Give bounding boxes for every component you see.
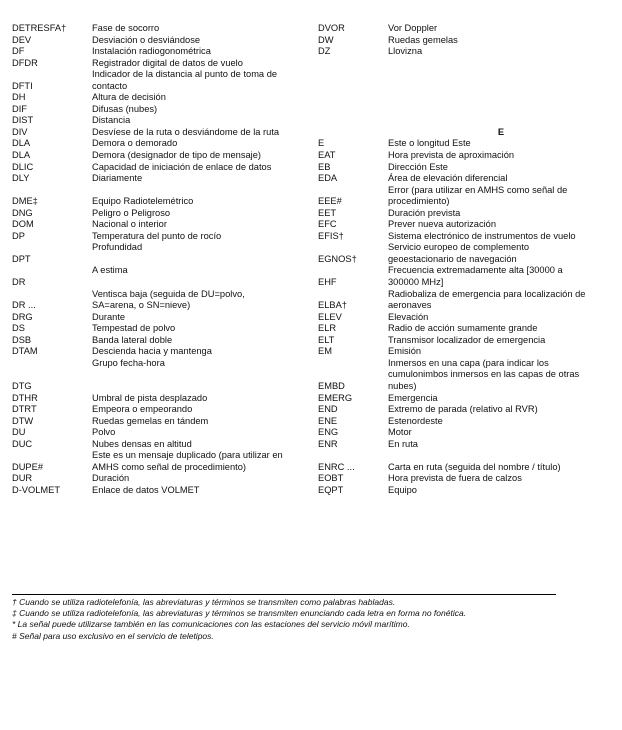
abbreviation-code: DF bbox=[12, 46, 25, 57]
left-abbreviation-column bbox=[12, 23, 308, 496]
footnote-double-dagger: ‡ Cuando se utiliza radiotelefonía, las abreviaturas y términos se transmiten enunciando cada letra en forma no fonética. bbox=[12, 608, 467, 619]
abbreviation-meaning: Banda lateral doble bbox=[92, 334, 173, 345]
abbreviation-code: DOM bbox=[12, 219, 34, 230]
abbreviation-row bbox=[12, 185, 308, 197]
abbreviation-row bbox=[12, 69, 308, 81]
abbreviation-code: END bbox=[318, 404, 338, 415]
abbreviation-code: ELT bbox=[318, 334, 335, 345]
abbreviation-code: DR ... bbox=[12, 300, 36, 311]
abbreviation-row bbox=[12, 92, 308, 104]
abbreviation-meaning: Radio de acción sumamente grande bbox=[388, 323, 538, 334]
abbreviation-meaning bbox=[92, 254, 308, 266]
abbreviation-row bbox=[12, 277, 308, 289]
abbreviation-meaning: Área de elevación diferencial bbox=[388, 173, 508, 184]
abbreviation-code: DVOR bbox=[318, 23, 345, 33]
abbreviation-row bbox=[318, 242, 614, 254]
abbreviation-row bbox=[318, 231, 614, 243]
abbreviation-meaning: Este es un mensaje duplicado (para utilizar en bbox=[92, 450, 283, 461]
abbreviation-row bbox=[318, 92, 614, 104]
abbreviation-meaning bbox=[92, 185, 308, 197]
abbreviation-row bbox=[318, 404, 614, 416]
abbreviation-meaning: nubes) bbox=[388, 380, 417, 391]
abbreviation-row bbox=[12, 104, 308, 116]
abbreviation-meaning: Ruedas gemelas en tándem bbox=[92, 415, 209, 426]
abbreviation-code: EMERG bbox=[318, 392, 353, 403]
abbreviation-row bbox=[318, 485, 614, 497]
abbreviation-row bbox=[318, 312, 614, 324]
abbreviation-meaning: AMHS como señal de procedimiento) bbox=[92, 461, 246, 472]
abbreviation-row bbox=[12, 369, 308, 381]
abbreviation-meaning: Carta en ruta (seguida del nombre / título) bbox=[388, 461, 561, 472]
abbreviation-row bbox=[12, 46, 308, 58]
abbreviation-row bbox=[12, 450, 308, 462]
abbreviation-meaning: En ruta bbox=[388, 438, 418, 449]
abbreviation-row bbox=[318, 346, 614, 358]
abbreviation-meaning: Difusas (nubes) bbox=[92, 103, 158, 114]
abbreviation-row bbox=[318, 150, 614, 162]
abbreviation-row bbox=[12, 473, 308, 485]
abbreviation-row bbox=[12, 173, 308, 185]
abbreviation-row bbox=[318, 473, 614, 485]
abbreviation-meaning: Emergencia bbox=[388, 392, 438, 403]
abbreviation-row bbox=[12, 300, 308, 312]
abbreviation-row bbox=[12, 346, 308, 358]
abbreviation-row bbox=[12, 416, 308, 428]
abbreviation-row bbox=[12, 393, 308, 405]
abbreviation-meaning: Equipo Radiotelemétrico bbox=[92, 196, 194, 207]
abbreviation-row bbox=[12, 35, 308, 47]
abbreviation-row bbox=[318, 265, 614, 277]
abbreviation-row bbox=[12, 358, 308, 370]
abbreviation-meaning: Hora prevista de fuera de calzos bbox=[388, 473, 522, 484]
abbreviation-meaning: A estima bbox=[92, 265, 128, 276]
abbreviation-meaning: Motor bbox=[388, 427, 412, 438]
abbreviation-meaning: Desviación o desviándose bbox=[92, 34, 201, 45]
abbreviation-code: DRG bbox=[12, 311, 33, 322]
abbreviation-meaning: Nubes densas en altitud bbox=[92, 438, 192, 449]
abbreviation-code: DUPE# bbox=[12, 461, 44, 472]
abbreviation-row bbox=[12, 208, 308, 220]
abbreviation-meaning: procedimiento) bbox=[388, 196, 450, 207]
abbreviation-code: DETRESFA† bbox=[12, 23, 67, 33]
abbreviation-code: DUR bbox=[12, 473, 33, 484]
abbreviation-code: ENRC ... bbox=[318, 461, 355, 472]
abbreviation-code: ENR bbox=[318, 438, 338, 449]
abbreviation-row bbox=[12, 115, 308, 127]
abbreviation-meaning: Dirección Este bbox=[388, 161, 448, 172]
abbreviation-meaning: cumulonimbos inmersos en las capas de otras bbox=[388, 369, 580, 380]
abbreviation-meaning: Enlace de datos VOLMET bbox=[92, 484, 200, 495]
abbreviation-meaning bbox=[388, 115, 614, 127]
abbreviation-meaning: Demora (designador de tipo de mensaje) bbox=[92, 150, 261, 161]
abbreviation-row bbox=[318, 35, 614, 47]
abbreviation-row bbox=[318, 46, 614, 58]
abbreviation-row bbox=[12, 312, 308, 324]
abbreviation-row bbox=[318, 196, 614, 208]
abbreviation-code: DH bbox=[12, 92, 26, 103]
abbreviation-row bbox=[318, 81, 614, 93]
abbreviation-row bbox=[12, 381, 308, 393]
footnote-dagger: † Cuando se utiliza radiotelefonía, las abreviaturas y términos se transmiten como palabras habladas. bbox=[12, 597, 396, 607]
abbreviation-meaning: Empeora o empeorando bbox=[92, 404, 193, 415]
abbreviation-meaning: Fase de socorro bbox=[92, 23, 160, 33]
abbreviation-meaning bbox=[92, 369, 308, 381]
abbreviation-row bbox=[12, 404, 308, 416]
abbreviation-meaning: Demora o demorado bbox=[92, 138, 178, 149]
abbreviation-row bbox=[318, 323, 614, 335]
abbreviation-row bbox=[318, 381, 614, 393]
abbreviation-meaning: Capacidad de iniciación de enlace de datos bbox=[92, 161, 272, 172]
abbreviation-code: EAT bbox=[318, 150, 336, 161]
abbreviation-row bbox=[318, 173, 614, 185]
abbreviation-row bbox=[12, 335, 308, 347]
abbreviation-meaning: Radiobaliza de emergencia para localización de bbox=[388, 288, 586, 299]
abbreviation-code: DEV bbox=[12, 34, 32, 45]
footnote-hash: # Señal para uso exclusivo en el servicio de teletipos. bbox=[12, 630, 214, 641]
abbreviation-meaning bbox=[92, 381, 308, 393]
abbreviation-row bbox=[318, 277, 614, 289]
abbreviation-code: EOBT bbox=[318, 473, 344, 484]
abbreviation-meaning: Duración bbox=[92, 473, 130, 484]
abbreviation-code: DR bbox=[12, 277, 26, 288]
abbreviation-meaning bbox=[388, 69, 614, 81]
abbreviation-row bbox=[12, 127, 308, 139]
abbreviation-code: EHF bbox=[318, 277, 337, 288]
abbreviation-meaning: Prever nueva autorización bbox=[388, 219, 497, 230]
abbreviation-row bbox=[318, 138, 614, 150]
abbreviation-code: D-VOLMET bbox=[12, 484, 61, 495]
abbreviation-row bbox=[12, 150, 308, 162]
abbreviation-code: EDA bbox=[318, 173, 338, 184]
abbreviation-code: EEE# bbox=[318, 196, 342, 207]
abbreviation-code: DIF bbox=[12, 103, 27, 114]
abbreviation-meaning: Duración prevista bbox=[388, 207, 461, 218]
abbreviation-code: ENG bbox=[318, 427, 339, 438]
abbreviation-meaning: Distancia bbox=[92, 115, 131, 126]
abbreviation-code: DTHR bbox=[12, 392, 38, 403]
abbreviation-meaning: Umbral de pista desplazado bbox=[92, 392, 208, 403]
abbreviation-code: DFTI bbox=[12, 80, 33, 91]
abbreviation-code: DIST bbox=[12, 115, 34, 126]
abbreviation-row bbox=[318, 208, 614, 220]
abbreviation-row bbox=[318, 300, 614, 312]
abbreviation-meaning: Ventisca baja (seguida de DU=polvo, bbox=[92, 288, 245, 299]
abbreviation-meaning: Indicador de la distancia al punto de toma de bbox=[92, 69, 278, 80]
abbreviation-row bbox=[318, 416, 614, 428]
abbreviation-code: E bbox=[318, 138, 325, 149]
abbreviation-row bbox=[318, 289, 614, 301]
section-heading: E bbox=[497, 126, 505, 137]
abbreviation-meaning: Registrador digital de datos de vuelo bbox=[92, 57, 243, 68]
footnote-asterisk: * La señal puede utilizarse también en las comunicaciones con las estaciones del servicio móvil marítimo. bbox=[12, 619, 410, 630]
abbreviation-row bbox=[12, 196, 308, 208]
abbreviation-meaning bbox=[388, 104, 614, 116]
abbreviation-meaning: Elevación bbox=[388, 311, 429, 322]
abbreviation-meaning: SA=arena, o SN=nieve) bbox=[92, 300, 191, 311]
abbreviation-meaning: Descienda hacia y mantenga bbox=[92, 346, 212, 357]
abbreviation-code: EM bbox=[318, 346, 332, 357]
footnotes bbox=[12, 597, 466, 642]
abbreviation-code: DLA bbox=[12, 150, 31, 161]
abbreviation-code: EFC bbox=[318, 219, 337, 230]
abbreviation-meaning: Polvo bbox=[92, 427, 116, 438]
abbreviation-meaning: Servicio europeo de complemento bbox=[388, 242, 530, 253]
abbreviation-meaning: Nacional o interior bbox=[92, 219, 167, 230]
abbreviation-meaning: Tempestad de polvo bbox=[92, 323, 176, 334]
abbreviation-row bbox=[12, 427, 308, 439]
abbreviation-meaning: Estenordeste bbox=[388, 415, 443, 426]
abbreviation-meaning: Peligro o Peligroso bbox=[92, 207, 171, 218]
abbreviation-row bbox=[318, 162, 614, 174]
footnote-divider bbox=[12, 594, 556, 595]
abbreviation-row bbox=[318, 450, 614, 462]
abbreviation-row bbox=[318, 462, 614, 474]
abbreviation-row bbox=[12, 23, 308, 35]
abbreviation-meaning bbox=[388, 450, 614, 462]
abbreviation-code: ELR bbox=[318, 323, 337, 334]
abbreviation-meaning: Llovizna bbox=[388, 46, 423, 57]
abbreviation-meaning: Este o longitud Este bbox=[388, 138, 471, 149]
abbreviation-row bbox=[318, 219, 614, 231]
abbreviation-code: DSB bbox=[12, 334, 32, 345]
abbreviation-code: DTW bbox=[12, 415, 34, 426]
abbreviation-code: DLIC bbox=[12, 161, 34, 172]
abbreviation-code: EFIS† bbox=[318, 230, 344, 241]
abbreviation-meaning bbox=[388, 81, 614, 93]
abbreviation-code: DTG bbox=[12, 380, 32, 391]
abbreviation-row bbox=[12, 219, 308, 231]
abbreviation-meaning: Diariamente bbox=[92, 173, 143, 184]
abbreviation-code: EQPT bbox=[318, 484, 344, 495]
abbreviation-code: DU bbox=[12, 427, 26, 438]
abbreviation-row bbox=[12, 138, 308, 150]
abbreviation-meaning: Emisión bbox=[388, 346, 422, 357]
abbreviation-code: EMBD bbox=[318, 380, 345, 391]
abbreviation-code: DFDR bbox=[12, 57, 38, 68]
abbreviation-code: DP bbox=[12, 230, 25, 241]
abbreviation-row bbox=[318, 115, 614, 127]
abbreviation-row bbox=[318, 335, 614, 347]
abbreviation-code: EB bbox=[318, 161, 331, 172]
abbreviation-code: DLA bbox=[12, 138, 31, 149]
abbreviation-meaning: Equipo bbox=[388, 484, 417, 495]
abbreviation-row bbox=[12, 485, 308, 497]
abbreviation-meaning: Hora prevista de aproximación bbox=[388, 150, 515, 161]
abbreviation-code: DNG bbox=[12, 207, 33, 218]
abbreviation-code: ELEV bbox=[318, 311, 342, 322]
abbreviation-code: EGNOS† bbox=[318, 253, 357, 264]
abbreviation-code: DW bbox=[318, 34, 334, 45]
abbreviation-code: ELBA† bbox=[318, 300, 347, 311]
abbreviation-row bbox=[318, 185, 614, 197]
abbreviation-code: DLY bbox=[12, 173, 30, 184]
abbreviation-meaning: 300000 MHz] bbox=[388, 277, 444, 288]
abbreviation-row bbox=[318, 254, 614, 266]
abbreviation-row bbox=[12, 242, 308, 254]
abbreviation-row bbox=[12, 289, 308, 301]
abbreviation-code: EET bbox=[318, 207, 337, 218]
abbreviation-meaning: Instalación radiogonométrica bbox=[92, 46, 211, 57]
abbreviation-meaning: contacto bbox=[92, 80, 128, 91]
abbreviation-row bbox=[12, 81, 308, 93]
right-abbreviation-column bbox=[318, 23, 614, 496]
abbreviation-row bbox=[318, 393, 614, 405]
abbreviation-row bbox=[318, 69, 614, 81]
abbreviation-row bbox=[12, 231, 308, 243]
abbreviation-row bbox=[12, 162, 308, 174]
abbreviation-code: DTAM bbox=[12, 346, 38, 357]
abbreviation-row bbox=[318, 427, 614, 439]
abbreviation-meaning bbox=[388, 92, 614, 104]
abbreviation-row bbox=[318, 23, 614, 35]
abbreviation-meaning: Ruedas gemelas bbox=[388, 34, 458, 45]
abbreviation-meaning bbox=[92, 277, 308, 289]
abbreviation-row bbox=[318, 58, 614, 70]
abbreviation-meaning: Altura de decisión bbox=[92, 92, 166, 103]
abbreviation-row bbox=[318, 104, 614, 116]
abbreviation-code: DS bbox=[12, 323, 25, 334]
abbreviation-meaning: Durante bbox=[92, 311, 126, 322]
abbreviation-row bbox=[12, 439, 308, 451]
abbreviation-meaning: Temperatura del punto de rocío bbox=[92, 230, 222, 241]
abbreviation-code: DTRT bbox=[12, 404, 37, 415]
abbreviation-code: DZ bbox=[318, 46, 331, 57]
abbreviation-code: DIV bbox=[12, 126, 28, 137]
abbreviation-meaning: Transmisor localizador de emergencia bbox=[388, 334, 546, 345]
abbreviation-row bbox=[318, 369, 614, 381]
abbreviation-code: DUC bbox=[12, 438, 33, 449]
abbreviation-row bbox=[12, 323, 308, 335]
abbreviation-meaning: Profundidad bbox=[92, 242, 143, 253]
abbreviation-row bbox=[12, 265, 308, 277]
abbreviation-row bbox=[318, 439, 614, 451]
abbreviation-row bbox=[12, 58, 308, 70]
abbreviation-code: ENE bbox=[318, 415, 338, 426]
abbreviation-meaning: Inmersos en una capa (para indicar los bbox=[388, 357, 549, 368]
abbreviation-code: DPT bbox=[12, 253, 31, 264]
abbreviation-meaning: Frecuencia extremadamente alta [30000 a bbox=[388, 265, 563, 276]
abbreviation-meaning bbox=[388, 58, 614, 70]
abbreviation-meaning: Desvíese de la ruta o desviándome de la ruta bbox=[92, 126, 280, 137]
abbreviation-meaning: Sistema electrónico de instrumentos de vuelo bbox=[388, 230, 576, 241]
abbreviation-row bbox=[318, 358, 614, 370]
abbreviation-meaning: geoestacionario de navegación bbox=[388, 253, 517, 264]
abbreviation-meaning: aeronaves bbox=[388, 300, 432, 311]
abbreviation-code: DME‡ bbox=[12, 196, 38, 207]
abbreviation-row bbox=[12, 462, 308, 474]
abbreviation-row bbox=[12, 254, 308, 266]
abbreviation-meaning: Error (para utilizar en AMHS como señal de bbox=[388, 184, 568, 195]
abbreviation-meaning: Extremo de parada (relativo al RVR) bbox=[388, 404, 538, 415]
abbreviation-meaning: Grupo fecha-hora bbox=[92, 357, 165, 368]
abbreviation-meaning: Vor Doppler bbox=[388, 23, 438, 33]
